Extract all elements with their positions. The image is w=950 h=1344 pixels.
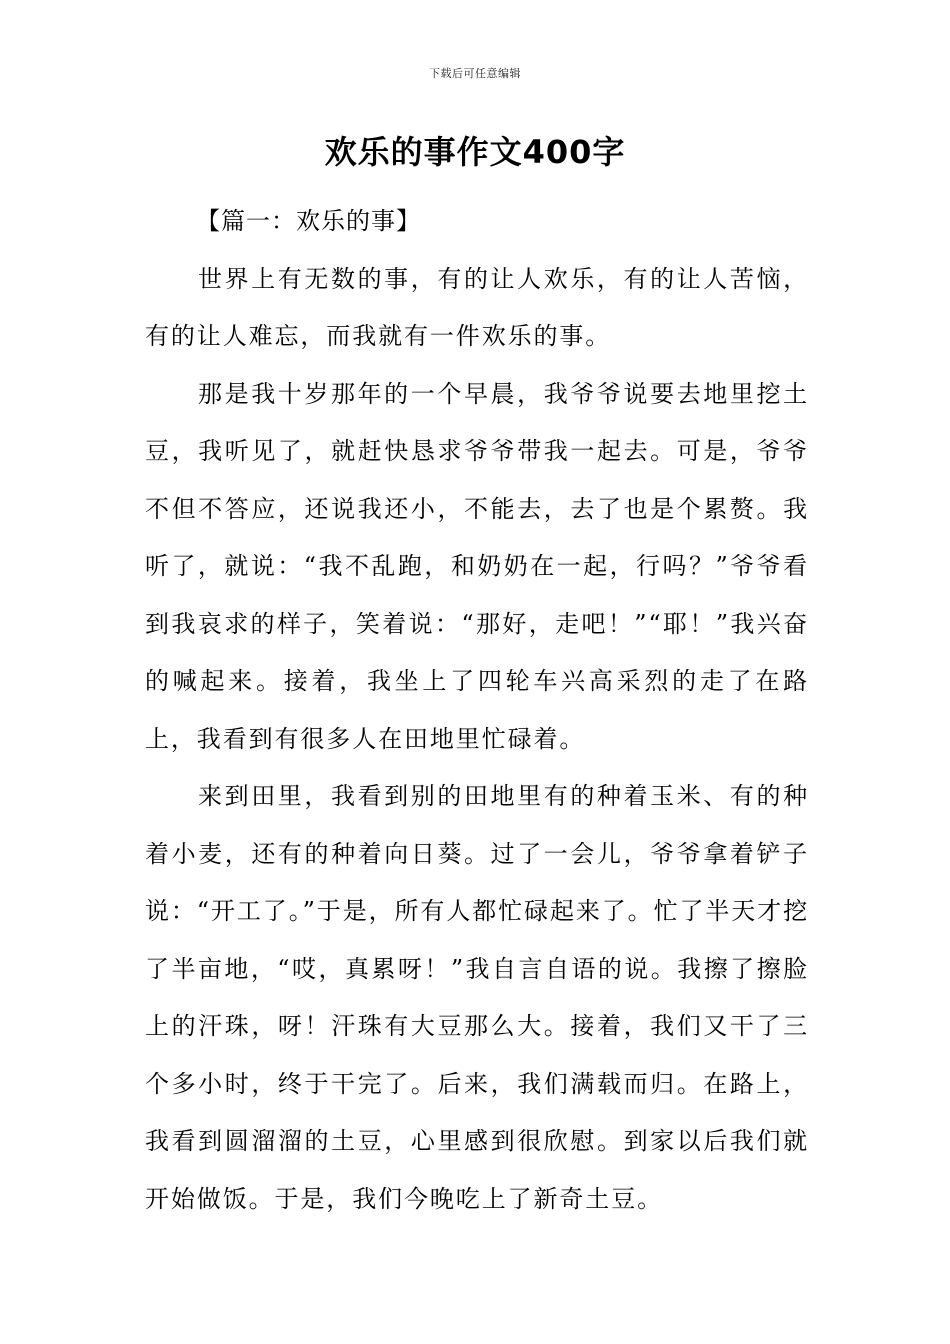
header-note: 下载后可任意编辑: [429, 67, 521, 80]
section-heading: 【篇一：欢乐的事】: [196, 207, 421, 235]
paragraph-1: 世界上有无数的事，有的让人欢乐，有的让人苦恼，有的让人难忘，而我就有一件欢乐的事。: [145, 264, 809, 350]
document-body: [145, 193, 809, 1228]
document-title: 欢乐的事作文400字: [324, 133, 626, 171]
paragraph-2: 那是我十岁那年的一个早晨，我爷爷说要去地里挖土豆，我听见了，就赶快恳求爷爷带我一起去。可是，爷爷不但不答应，还说我还小，不能去，去了也是个累赘。我听了，就说：“我不乱跑，和奶奶在一起，行吗？”爷爷看到我哀求的样子，笑着说：“那好，走吧！”“耶！”我兴奋的喊起来。接着，我坐上了四轮车兴高采烈的走了在路上，我看到有很多人在田地里忙碌着。: [145, 379, 809, 753]
paragraph-3: 来到田里，我看到别的田地里有的种着玉米、有的种着小麦，还有的种着向日葵。过了一会儿，爷爷拿着铲子说：“开工了。”于是，所有人都忙碌起来了。忙了半天才挖了半亩地，“哎，真累呀！”我自言自语的说。我擦了擦脸上的汗珠，呀！汗珠有大豆那么大。接着，我们又干了三个多小时，终于干完了。后来，我们满载而归。在路上，我看到圆溜溜的土豆，心里感到很欣慰。到家以后我们就开始做饭。于是，我们今晚吃上了新奇土豆。: [145, 782, 809, 1213]
